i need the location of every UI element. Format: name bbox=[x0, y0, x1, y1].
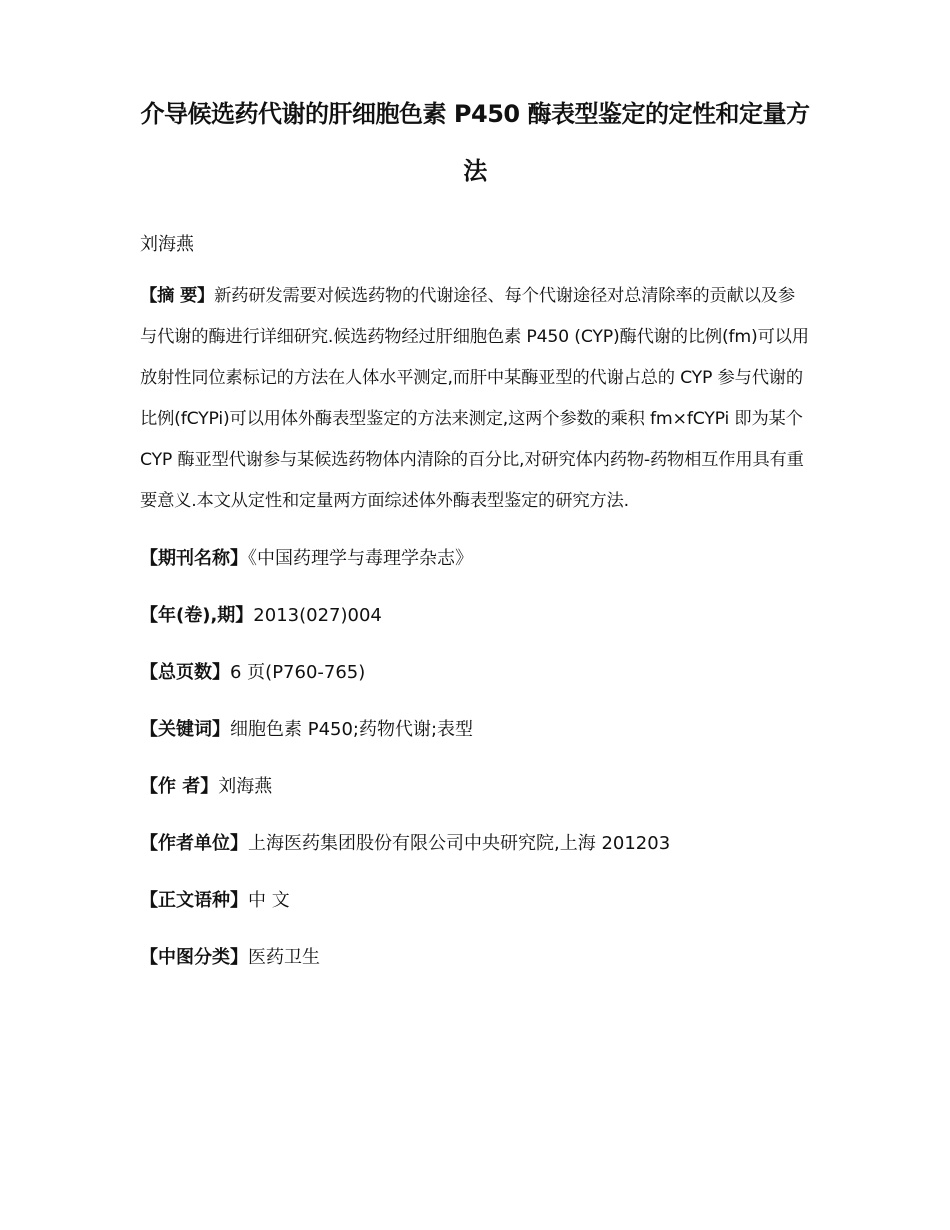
affiliation-value: 上海医药集团股份有限公司中央研究院,上海 201203 bbox=[248, 833, 671, 854]
year-volume-issue-value: 2013(027)004 bbox=[253, 605, 382, 626]
abstract-label: 【摘 要】 bbox=[140, 286, 215, 306]
classification-label: 【中图分类】 bbox=[140, 947, 248, 968]
classification-value: 医药卫生 bbox=[248, 947, 320, 968]
affiliation-label: 【作者单位】 bbox=[140, 833, 248, 854]
year-volume-issue-label: 【年(卷),期】 bbox=[140, 605, 254, 626]
journal-field bbox=[140, 538, 810, 579]
abstract-text: 新药研发需要对候选药物的代谢途径、每个代谢途径对总清除率的贡献以及参与代谢的酶进行详细研究.候选药物经过肝细胞色素 P450 (CYP)酶代谢的比例(fm)可以用放射性同位素标记的方法在人体水平测定,而肝中某酶亚型的代谢占总的 CYP 参与代谢的比例(fCYPi)可以用体外酶表型鉴定的方法来测定,这两个参数的乘积 fm×fCYPi 即为某个 CYP 酶亚型代谢参与某候选药物体内清除的百分比,对研究体内药物-药物相互作用具有重要意义.本文从定性和定量两方面综述体外酶表型鉴定的研究方法. bbox=[140, 286, 809, 511]
authors-value: 刘海燕 bbox=[218, 776, 273, 797]
abstract-section bbox=[140, 276, 810, 522]
year-volume-issue-field bbox=[140, 595, 810, 636]
language-field bbox=[140, 880, 810, 921]
journal-value: 《中国药理学与毒理学杂志》 bbox=[248, 548, 473, 569]
author-line: 刘海燕 bbox=[140, 234, 194, 255]
authors-field bbox=[140, 766, 810, 807]
keywords-value: 细胞色素 P450;药物代谢;表型 bbox=[230, 719, 474, 740]
language-value: 中 文 bbox=[248, 890, 290, 911]
keywords-field bbox=[140, 709, 810, 750]
total-pages-label: 【总页数】 bbox=[140, 662, 230, 683]
journal-label: 【期刊名称】 bbox=[140, 548, 248, 569]
affiliation-field bbox=[140, 823, 810, 864]
keywords-label: 【关键词】 bbox=[140, 719, 230, 740]
total-pages-value: 6 页(P760-765) bbox=[230, 662, 366, 683]
total-pages-field bbox=[140, 652, 810, 693]
document-title: 介导候选药代谢的肝细胞色素 P450 酶表型鉴定的定性和定量方法 bbox=[140, 100, 810, 185]
classification-field bbox=[140, 937, 810, 978]
authors-label: 【作 者】 bbox=[140, 776, 219, 797]
language-label: 【正文语种】 bbox=[140, 890, 248, 911]
